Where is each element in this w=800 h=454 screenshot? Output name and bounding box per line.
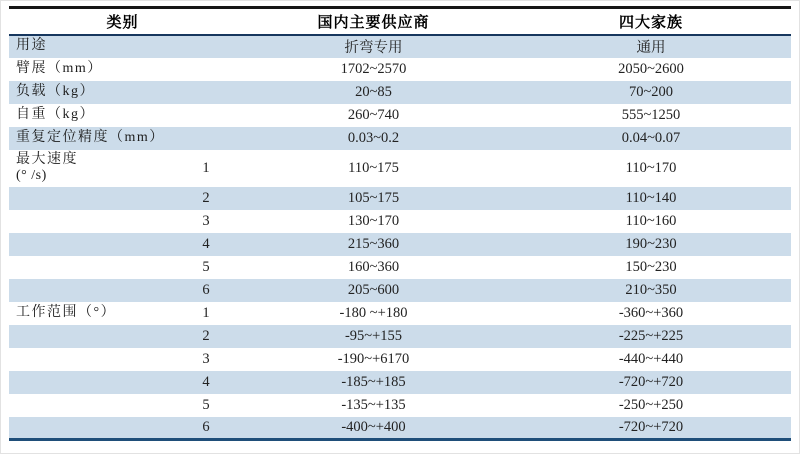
joint-number: 2 (202, 189, 210, 206)
big4-value: 0.04~0.07 (621, 129, 681, 146)
table-row-work-range-5 (9, 394, 791, 417)
table-row-payload (9, 81, 791, 104)
table-row-work-range-4 (9, 371, 791, 394)
domestic-value: 260~740 (347, 106, 400, 123)
row-label: 用途 (16, 38, 47, 54)
domestic-value: 105~175 (347, 189, 400, 206)
big4-value: -720~+720 (618, 418, 684, 435)
table-row-max-speed-4 (9, 233, 791, 256)
table-row-max-speed-1 (9, 150, 791, 187)
table-row-max-speed-2 (9, 187, 791, 210)
big4-value: 70~200 (628, 83, 674, 100)
big4-value: -250~+250 (618, 396, 684, 413)
joint-number: 1 (202, 159, 210, 176)
joint-number: 3 (202, 212, 210, 229)
domestic-value: 160~360 (347, 258, 400, 275)
big4-value: 通用 (636, 40, 666, 56)
joint-number: 6 (202, 281, 210, 298)
joint-number (176, 58, 236, 81)
big4-value: -360~+360 (618, 304, 684, 321)
joint-number: 4 (202, 235, 210, 252)
table-row-max-speed-5 (9, 256, 791, 279)
row-label (9, 371, 176, 394)
row-label-line2: (° /s) (16, 168, 47, 183)
row-label: 负载（kg） (16, 83, 95, 99)
header-category: 类别 (9, 8, 236, 35)
header-row (9, 8, 791, 35)
domestic-value: 0.03~0.2 (347, 129, 400, 146)
joint-number (176, 104, 236, 127)
joint-number: 4 (202, 373, 210, 390)
domestic-value: 215~360 (347, 235, 400, 252)
joint-number (176, 81, 236, 104)
big4-value: 110~140 (625, 189, 677, 206)
domestic-value: 110~175 (348, 159, 399, 176)
joint-number: 6 (202, 418, 210, 435)
joint-number: 2 (202, 327, 210, 344)
table-row-self-weight (9, 104, 791, 127)
row-label (9, 150, 176, 187)
big4-value: 2050~2600 (618, 60, 684, 77)
domestic-value: -185~+185 (341, 373, 406, 390)
header-big-four: 四大家族 (511, 8, 791, 35)
table-row-repeat-accuracy (9, 127, 791, 150)
row-label: 重复定位精度（mm） (16, 129, 165, 145)
big4-value: 190~230 (625, 235, 677, 252)
table-row-arm-span (9, 58, 791, 81)
row-label (9, 187, 176, 210)
big4-value: 555~1250 (621, 106, 681, 123)
row-label: 工作范围（°） (16, 304, 117, 320)
table-row-work-range-3 (9, 348, 791, 371)
row-label (9, 348, 176, 371)
domestic-value: -180 ~+180 (339, 304, 408, 321)
row-label (9, 256, 176, 279)
big4-value: 110~160 (625, 212, 677, 229)
joint-number (176, 35, 236, 58)
table-row-work-range-2 (9, 325, 791, 348)
big4-value: -440~+440 (618, 350, 684, 367)
row-label (9, 325, 176, 348)
domestic-value: 205~600 (347, 281, 400, 298)
table-row-usage (9, 35, 791, 58)
row-label (9, 210, 176, 233)
big4-value: -225~+225 (618, 327, 684, 344)
domestic-value: -400~+400 (341, 418, 406, 435)
row-label (9, 417, 176, 440)
joint-number (176, 127, 236, 150)
joint-number: 5 (202, 258, 210, 275)
row-label: 自重（kg） (16, 106, 95, 122)
joint-number: 5 (202, 396, 210, 413)
row-label-line1: 最大速度 (16, 151, 78, 167)
table-row-max-speed-6 (9, 279, 791, 302)
row-label (9, 233, 176, 256)
row-label (9, 279, 176, 302)
domestic-value: 折弯专用 (344, 40, 403, 56)
big4-value: 110~170 (625, 159, 677, 176)
row-label (9, 394, 176, 417)
domestic-value: -190~+6170 (337, 350, 410, 367)
big4-value: 210~350 (625, 281, 677, 298)
joint-number: 1 (202, 304, 210, 321)
domestic-value: -95~+155 (344, 327, 403, 344)
domestic-value: 1702~2570 (340, 60, 407, 77)
table-row-max-speed-3 (9, 210, 791, 233)
domestic-value: 130~170 (347, 212, 400, 229)
table-row-work-range-6 (9, 417, 791, 440)
domestic-value: -135~+135 (341, 396, 406, 413)
header-domestic-suppliers: 国内主要供应商 (236, 8, 511, 35)
row-label: 臂展（mm） (16, 60, 103, 76)
big4-value: -720~+720 (618, 373, 684, 390)
robot-spec-table (9, 6, 791, 441)
big4-value: 150~230 (625, 258, 677, 275)
table-row-work-range-1 (9, 302, 791, 325)
domestic-value: 20~85 (355, 83, 392, 100)
joint-number: 3 (202, 350, 210, 367)
